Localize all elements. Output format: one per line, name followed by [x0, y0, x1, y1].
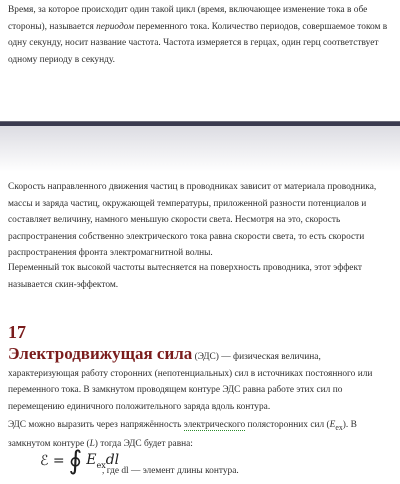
definition-text: (ЭДС) — физическая величина, характеризующая работу сторонних (непотенциальных) сил в источниках постоянного или переменного тока. В замкнутом проводящем контуре ЭДС равна работе этих сил по перемещению единичного положительного заряда вдоль контура.	[8, 352, 373, 412]
italic-term: периодом	[96, 21, 134, 32]
text-span: Время, за которое происходит один такой цикл (время, включающее изменение тока в обе стороны), называется	[8, 5, 368, 32]
text-span: ). В замкнутом контуре (	[8, 420, 357, 450]
text-span: полясторонних сил (	[245, 420, 330, 430]
paragraph-period	[8, 2, 390, 68]
divider-shadow	[0, 126, 400, 172]
formula-field-sub: ex	[96, 460, 106, 470]
chapter-number: 17	[8, 322, 26, 342]
contour-integral-icon: ∮	[68, 446, 83, 476]
electric-link[interactable]: электрического	[183, 420, 246, 430]
formula-dl: dl	[105, 452, 120, 469]
var-l: L	[89, 439, 95, 450]
text-span: переменного тока. Количество периодов, совершаемое током в одну секунду, носит название частота. Частота измеряется в герцах, один герц соответствует одному периоду в секунду.	[8, 21, 388, 65]
var-e: E	[329, 420, 336, 430]
text-span: ) тогда ЭДС будет равна:	[94, 439, 193, 450]
section-title: Электродвижущая сила	[8, 344, 193, 363]
paragraph-speed: Скорость направленного движения частиц в проводниках зависит от материала проводника, массы и заряда частиц, окружающей температуры, приложенной разности потенциалов и составляет величину, намного меньшую скорости света. Несмотря на это, скорость распространения собственно электрического тока равна скорости света, то есть скорости распространения фронта электромагнитной волны.	[8, 182, 377, 259]
text-span: ЭДС можно выразить через напряжённость	[8, 420, 184, 430]
emf-definition	[8, 346, 392, 415]
paragraph-skin-effect: Переменный ток высокой частоты вытесняется на поверхность проводника, этот эффект называется скин-эффектом.	[8, 263, 362, 290]
formula-field: E	[86, 452, 97, 469]
formula-lhs: ℰ =	[40, 453, 65, 469]
formula-caption: , где dl — элемент длины контура.	[102, 466, 239, 476]
var-e-sub: ex	[335, 422, 343, 432]
